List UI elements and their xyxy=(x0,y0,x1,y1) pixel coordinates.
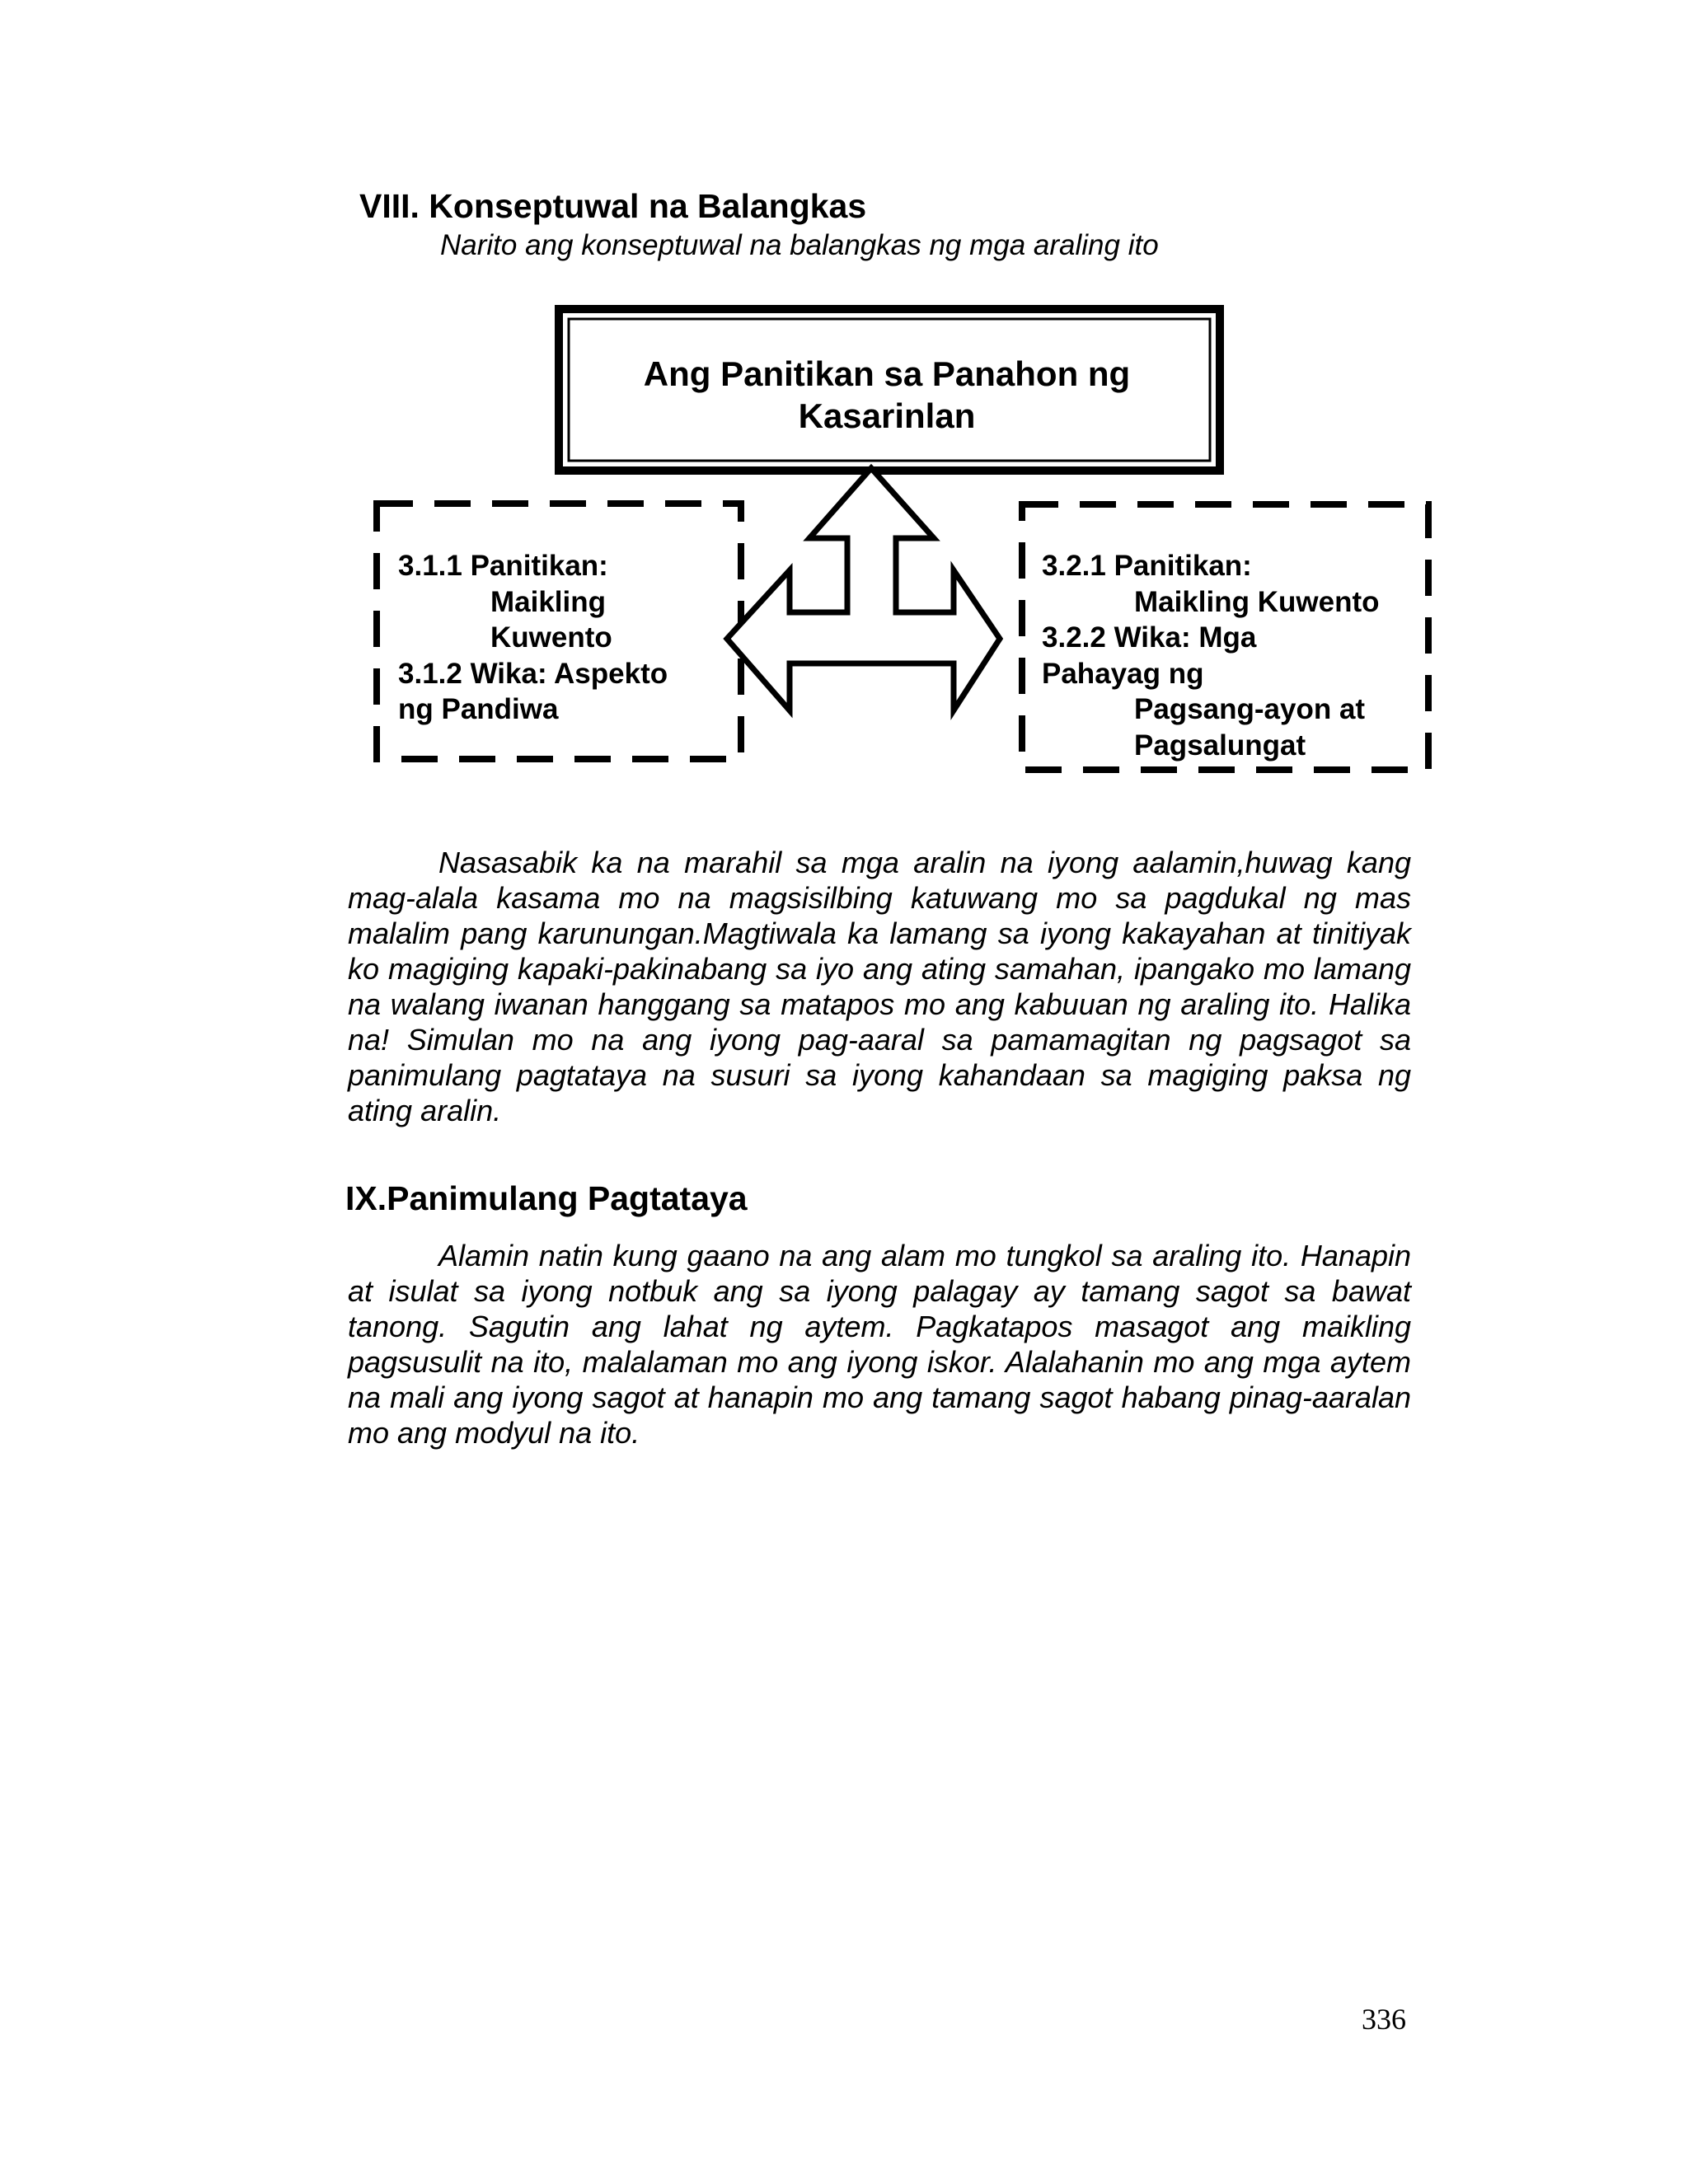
left-box-text xyxy=(398,548,668,728)
right-box-line: 3.2.2 Wika: Mga xyxy=(1042,621,1257,654)
section-viii-subtitle: Narito ang konseptuwal na balangkas ng mga araling ito xyxy=(440,229,1159,261)
intro-paragraph: Nasasabik ka na marahil sa mga aralin na iyong aalamin,huwag kang mag-alala kasama mo na magsisilbing katuwang mo sa pagdukal ng mas malalim pang karunungan.Magtiwala ka lamang sa iyong kakayahan at tinitiyak ko magiging kapaki-pakinabang sa iyo ang ating samahan, ipangako mo lamang na walang iwanan hanggang sa matapos mo ang kabuuan ng araling ito. Halika na! Simulan mo na ang iyong pag-aaral sa pamamagitan ng pagsagot sa panimulang pagtataya na susuri sa iyong kahandaan sa magiging paksa ng ating aralin. xyxy=(348,846,1411,1127)
right-box-line: Maikling Kuwento xyxy=(1134,585,1380,618)
left-box-line: 3.1.2 Wika: Aspekto xyxy=(398,657,668,690)
section-viii-heading: VIII. Konseptuwal na Balangkas xyxy=(359,187,867,225)
section-ix-heading: IX.Panimulang Pagtataya xyxy=(345,1179,748,1217)
right-box-line: Pagsalungat xyxy=(1134,729,1306,762)
right-box-line: Pahayag ng xyxy=(1042,657,1204,690)
main-title-line2: Kasarinlan xyxy=(798,396,976,435)
three-way-arrow-icon xyxy=(727,468,1000,710)
left-box-line: Maikling xyxy=(490,585,607,618)
right-box-text xyxy=(1042,548,1380,763)
left-box-line: Kuwento xyxy=(490,621,612,654)
right-box-line: Pagsang-ayon at xyxy=(1134,693,1366,725)
main-title xyxy=(570,353,1203,437)
left-box-line: 3.1.1 Panitikan: xyxy=(398,550,608,582)
pretest-paragraph: Alamin natin kung gaano na ang alam mo tungkol sa araling ito. Hanapin at isulat sa iyong notbuk ang sa iyong palagay ay tamang sagot sa bawat tanong. Sagutin ang lahat ng aytem. Pagkatapos masagot ang maikling pagsusulit na ito, malalaman mo ang iyong iskor. Alalahanin mo ang mga aytem na mali ang iyong sagot at hanapin mo ang tamang sagot habang pinag-aaralan mo ang modyul na ito. xyxy=(348,1239,1411,1450)
right-box-line: 3.2.1 Panitikan: xyxy=(1042,550,1252,582)
left-box-line: ng Pandiwa xyxy=(398,693,559,725)
page-number: 336 xyxy=(1362,2003,1406,2036)
main-title-line1: Ang Panitikan sa Panahon ng xyxy=(643,354,1131,393)
